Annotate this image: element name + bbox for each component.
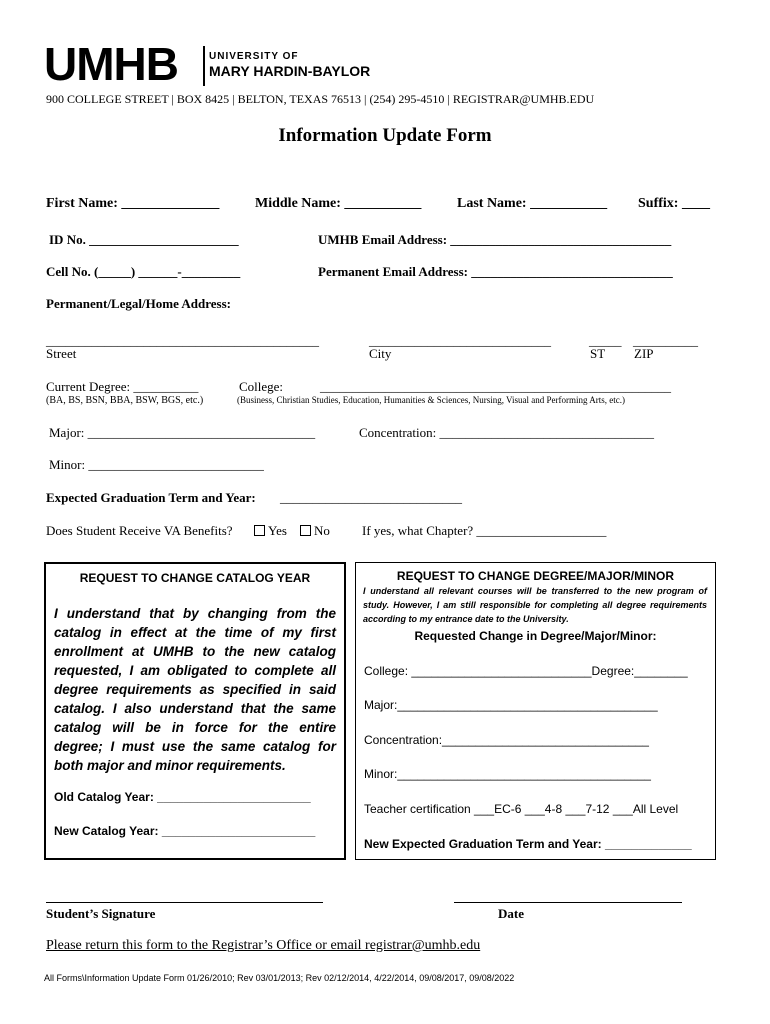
date-label: Date <box>498 906 524 921</box>
new-major-field[interactable]: Major:_______________________________________ <box>364 698 658 712</box>
logo-line-mary-hardin-baylor: MARY HARDIN-BAYLOR <box>209 63 371 79</box>
va-yes-checkbox[interactable] <box>254 525 265 536</box>
current-degree-field[interactable]: Current Degree: __________ <box>46 379 199 394</box>
new-catalog-year-field[interactable]: New Catalog Year: _______________________ <box>54 824 316 838</box>
old-catalog-year-field[interactable]: Old Catalog Year: _______________________ <box>54 790 311 804</box>
teacher-certification-field[interactable]: Teacher certification ___EC-6 ___4-8 ___7-12 ___All Level <box>364 802 679 816</box>
college-label: College: <box>239 379 284 394</box>
cell-number-field[interactable]: Cell No. (_____) ______-_________ <box>46 264 241 279</box>
degree-change-box <box>355 562 716 860</box>
date-line[interactable] <box>454 902 682 903</box>
va-chapter-field[interactable]: If yes, what Chapter? ____________________ <box>362 523 607 538</box>
va-no-checkbox[interactable] <box>300 525 311 536</box>
student-signature-label: Student’s Signature <box>46 906 156 921</box>
first-name-field[interactable]: First Name: ______________ <box>46 196 220 211</box>
new-concentration-field[interactable]: Concentration:_______________________________ <box>364 733 649 747</box>
id-number-field[interactable]: ID No. _______________________ <box>49 232 239 247</box>
catalog-year-statement: I understand that by changing from the catalog in effect at the time of my first enrollment at UMHB to the new catalog requested, I am obligated to complete all degree requirements as specified in said catalog. I also understand that the same catalog will be in force for the entire degree; I must use the same catalog for both major and minor requirements. <box>54 606 336 773</box>
street-label: Street <box>46 346 77 361</box>
catalog-year-box-title: REQUEST TO CHANGE CATALOG YEAR <box>79 571 311 585</box>
new-college-degree-field[interactable]: College: ___________________________Degree:________ <box>364 664 688 678</box>
university-address: 900 COLLEGE STREET | BOX 8425 | BELTON, TEXAS 76513 | (254) 295-4510 | REGISTRAR@UMHB.EDU <box>46 92 595 106</box>
new-expected-graduation-field[interactable]: New Expected Graduation Term and Year: _____________ <box>364 837 692 851</box>
concentration-field[interactable]: Concentration: _________________________________ <box>359 425 655 440</box>
logo-line-university-of: UNIVERSITY OF <box>209 51 299 62</box>
college-field[interactable]: ______________________________________________________ <box>320 379 671 394</box>
new-minor-field[interactable]: Minor:______________________________________ <box>364 767 651 781</box>
home-address-label: Permanent/Legal/Home Address: <box>46 296 231 311</box>
street-field[interactable]: __________________________________________ <box>46 333 319 348</box>
last-name-field[interactable]: Last Name: ___________ <box>457 196 608 211</box>
degree-change-note: I understand all relevant courses will be transferred to the new program of study. However, I am still responsible for completing all degree requirements according to my entrance date to the University. <box>363 586 707 624</box>
suffix-field[interactable]: Suffix: ____ <box>638 196 710 211</box>
state-field[interactable]: _____ <box>589 333 622 348</box>
current-degree-hint: (BA, BS, BSN, BBA, BSW, BGS, etc.) <box>46 395 204 406</box>
state-label: ST <box>590 346 606 361</box>
minor-field[interactable]: Minor: ___________________________ <box>49 457 264 472</box>
logo-divider <box>203 46 205 86</box>
umhb-email-field[interactable]: UMHB Email Address: __________________________________ <box>318 232 672 247</box>
city-label: City <box>369 346 392 361</box>
form-title: Information Update Form <box>278 125 492 146</box>
va-benefits-question: Does Student Receive VA Benefits? <box>46 523 233 538</box>
footer-revision-history: All Forms\Information Update Form 01/26/2010; Rev 03/01/2013; Rev 02/12/2014, 4/22/2014, 09/08/2017, 09/08/2022 <box>44 973 515 983</box>
va-yes-label: Yes <box>268 523 287 538</box>
umhb-logo-mark: UMHB <box>44 38 178 90</box>
catalog-year-box <box>44 562 346 860</box>
student-signature-line[interactable] <box>46 902 323 903</box>
city-field[interactable]: ____________________________ <box>369 333 551 348</box>
middle-name-field[interactable]: Middle Name: ___________ <box>255 196 422 211</box>
permanent-email-field[interactable]: Permanent Email Address: _______________________________ <box>318 264 673 279</box>
expected-graduation-label: Expected Graduation Term and Year: <box>46 490 256 505</box>
requested-change-subtitle: Requested Change in Degree/Major/Minor: <box>414 629 657 643</box>
degree-change-box-title: REQUEST TO CHANGE DEGREE/MAJOR/MINOR <box>396 569 675 583</box>
return-instructions: Please return this form to the Registrar’s Office or email registrar@umhb.edu <box>46 938 481 953</box>
college-hint: (Business, Christian Studies, Education, Humanities & Sciences, Nursing, Visual and Performing Arts, etc.) <box>237 395 625 405</box>
va-no-label: No <box>314 523 330 538</box>
zip-field[interactable]: __________ <box>633 333 698 348</box>
major-field[interactable]: Major: ___________________________________ <box>49 425 316 440</box>
expected-graduation-field[interactable]: ____________________________ <box>280 490 462 505</box>
zip-label: ZIP <box>634 346 654 361</box>
